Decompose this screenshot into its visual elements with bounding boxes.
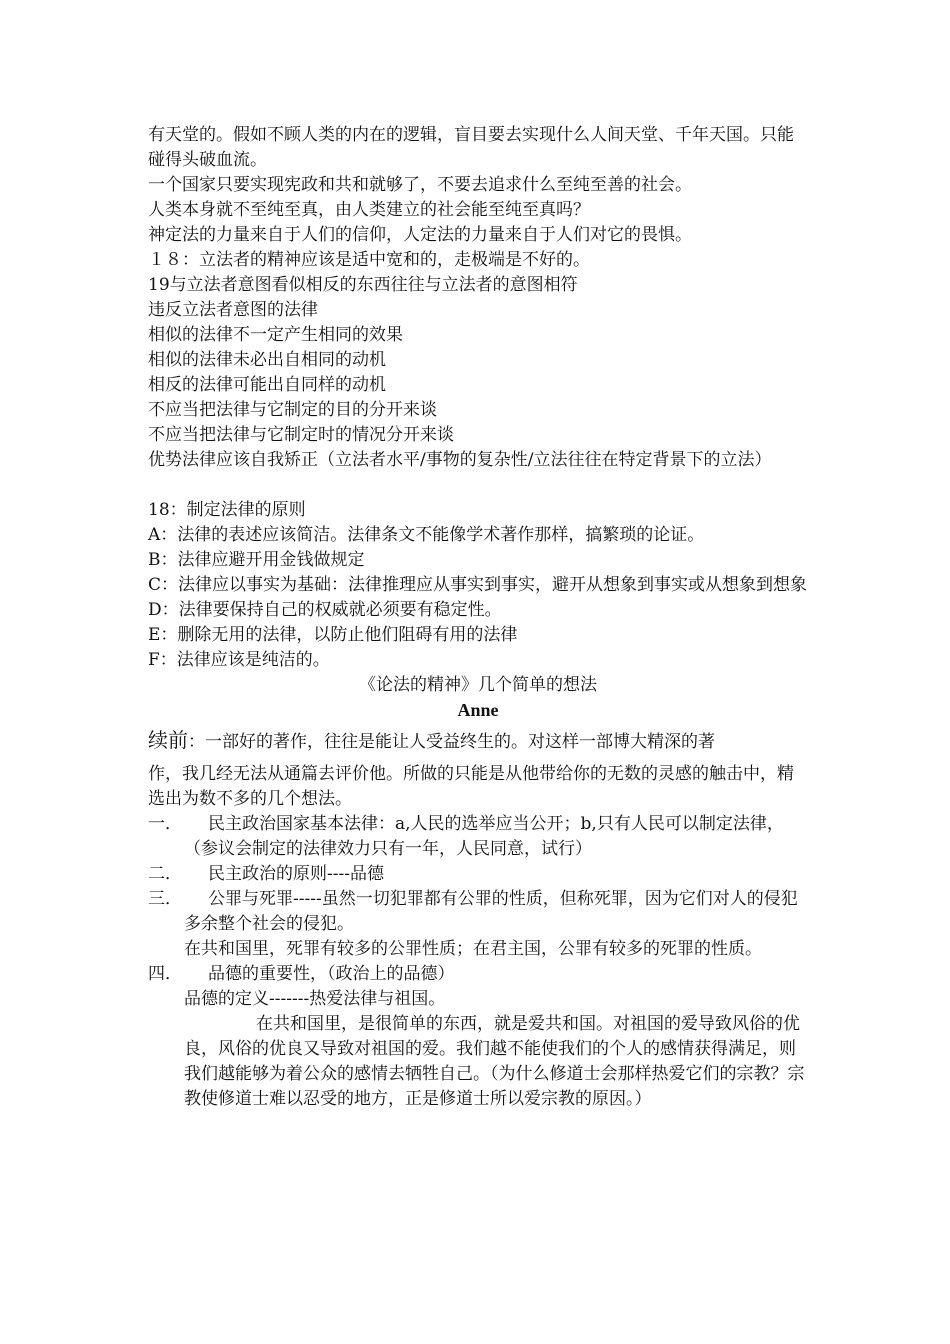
text-line: 神定法的力量来自于人们的信仰，人定法的力量来自于人们对它的畏惧。 — [148, 225, 692, 245]
virtue-definition: 品德的定义-------热爱法律与祖国。 — [184, 989, 446, 1009]
essay-intro-continued: 作，我几经无法从通篇去评价他。所做的只能是从他带给你的无数的灵感的触击中，精选出为数不多的几个想法。 — [148, 764, 794, 809]
section-item — [148, 862, 808, 887]
section-text: 品德的重要性，（政治上的品德） — [208, 964, 455, 984]
essay-intro — [148, 727, 808, 756]
principle-item: A：法律的表述应该简洁。法律条文不能像学术著作那样，搞繁琐的论证。 — [148, 525, 705, 545]
section-item — [148, 887, 808, 937]
text-line: 相似的法律不一定产生相同的效果 — [148, 325, 403, 345]
text-line: 相反的法律可能出自同样的动机 — [148, 375, 386, 395]
section-number: 二． — [148, 864, 182, 884]
essay-author: Anne — [457, 700, 499, 720]
intro-text: ：一部好的著作，往往是能让人受益终生的。对这样一部博大精深的著 — [188, 732, 715, 752]
text-line: 不应当把法律与它制定时的情况分开来谈 — [148, 425, 454, 445]
section-item — [148, 962, 808, 987]
text-line: 相似的法律未必出自相同的动机 — [148, 350, 386, 370]
intro-lead: 续前 — [148, 728, 188, 752]
document-body — [148, 123, 808, 1112]
text-line: 违反立法者意图的法律 — [148, 300, 318, 320]
section-number: 一． — [148, 814, 182, 834]
principle-item: D：法律要保持自己的权威就必须要有稳定性。 — [148, 600, 502, 620]
principle-item: E：删除无用的法律，以防止他们阻碍有用的法律 — [148, 625, 518, 645]
section-number: 四． — [148, 964, 182, 984]
text-line: 人类本身就不至纯至真，由人类建立的社会能至纯至真吗？ — [148, 200, 590, 220]
text-line: 有天堂的。假如不顾人类的内在的逻辑，盲目要去实现什么人间天堂、千年天国。只能碰得头破血流。 — [148, 125, 794, 170]
principle-item: C：法律应以事实为基础：法律推理应从事实到事实，避开从想象到事实或从想象到想象 — [148, 575, 808, 595]
section-number: 三． — [148, 889, 182, 909]
section-text: 民主政治的原则----品德 — [208, 864, 384, 884]
section-item — [148, 812, 808, 862]
text-line: １８：立法者的精神应该是适中宽和的，走极端是不好的。 — [148, 250, 590, 270]
section-paragraph: 在共和国里，死罪有较多的公罪性质；在君主国，公罪有较多的死罪的性质。 — [184, 939, 762, 959]
section-text: 公罪与死罪-----虽然一切犯罪都有公罪的性质，但称死罪，因为它们对人的侵犯多余整个社会的侵犯。 — [184, 889, 798, 934]
principle-item: B：法律应避开用金钱做规定 — [148, 550, 365, 570]
essay-title: 《论法的精神》几个简单的想法 — [359, 675, 597, 695]
text-line: 19与立法者意图看似相反的东西往往与立法者的意图相符 — [148, 275, 578, 295]
blank-line — [148, 473, 808, 498]
principle-item: F：法律应该是纯洁的。 — [148, 650, 330, 670]
section-text: 民主政治国家基本法律：a,人民的选举应当公开；b,只有人民可以制定法律，（参议会制定的法律效力只有一年，人民同意，试行） — [184, 814, 784, 859]
text-line: 优势法律应该自我矫正（立法者水平/事物的复杂性/立法往往在特定背景下的立法） — [148, 450, 772, 470]
principles-heading: 18：制定法律的原则 — [148, 500, 306, 520]
text-line: 一个国家只要实现宪政和共和就够了，不要去追求什么至纯至善的社会。 — [148, 175, 692, 195]
virtue-paragraph: 在共和国里，是很简单的东西，就是爱共和国。对祖国的爱导致风俗的优良，风俗的优良又导致对祖国的爱。我们越不能使我们的个人的感情获得满足，则我们越能够为着公众的感情去牺牲自己。（为什么修道士会那样热爱它们的宗教？宗教使修道士难以忍受的地方，正是修道士所以爱宗教的原因。） — [184, 1014, 805, 1109]
text-line: 不应当把法律与它制定的目的分开来谈 — [148, 400, 437, 420]
